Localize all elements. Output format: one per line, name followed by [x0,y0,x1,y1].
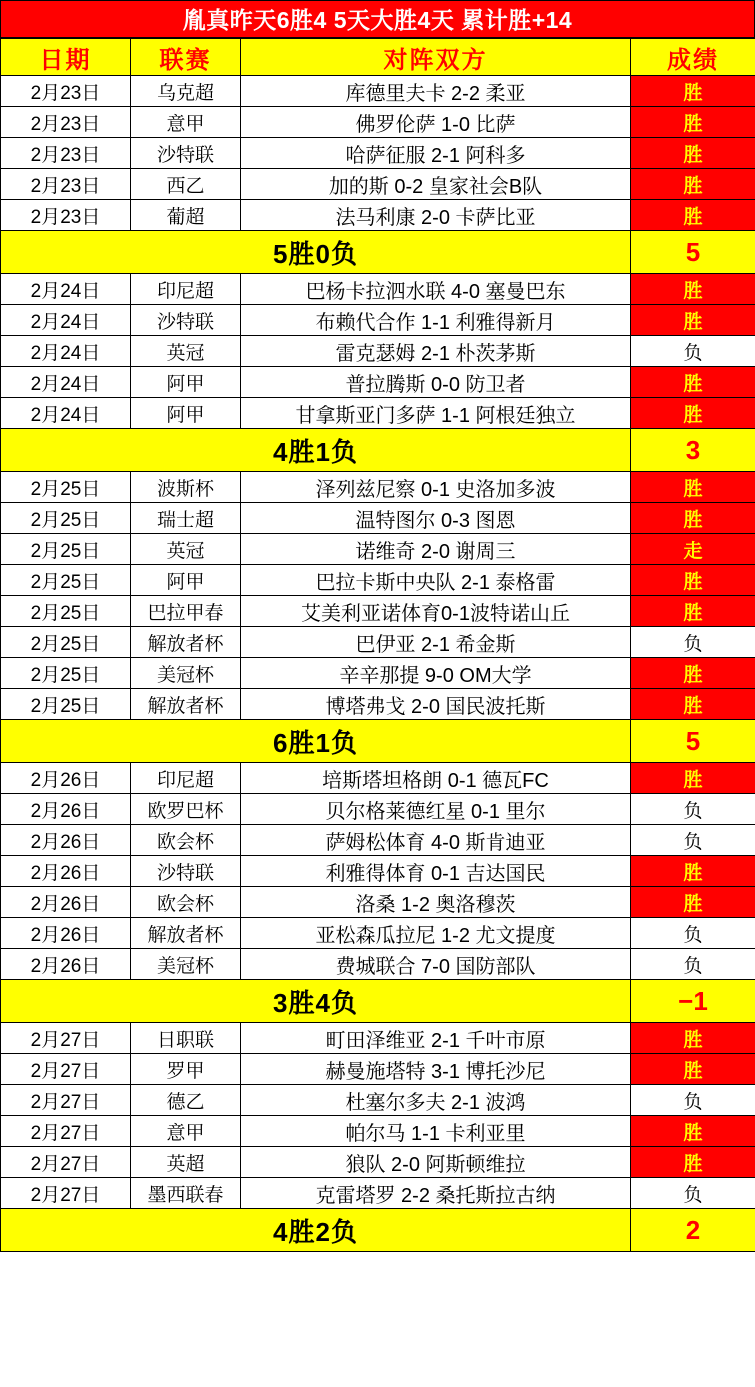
table-body [1,76,755,1252]
cell-match: 佛罗伦萨 1-0 比萨 [241,107,631,138]
cell-league: 日职联 [131,1023,241,1054]
status-badge: 胜 [631,596,755,627]
cell-league: 英冠 [131,534,241,565]
table-row [1,1054,755,1085]
table-row [1,138,755,169]
cell-match: 法马利康 2-0 卡萨比亚 [241,200,631,231]
status-badge: 胜 [631,1116,755,1147]
cell-date: 2月26日 [1,918,131,949]
table-row [1,1147,755,1178]
cell-date: 2月25日 [1,627,131,658]
cell-match: 辛辛那提 9-0 OM大学 [241,658,631,689]
cell-match: 杜塞尔多夫 2-1 波鸿 [241,1085,631,1116]
cell-match: 克雷塔罗 2-2 桑托斯拉古纳 [241,1178,631,1209]
cell-date: 2月27日 [1,1147,131,1178]
cell-date: 2月26日 [1,949,131,980]
table-row [1,596,755,627]
cell-date: 2月26日 [1,794,131,825]
cell-league: 解放者杯 [131,627,241,658]
cell-date: 2月26日 [1,825,131,856]
cell-match: 亚松森瓜拉尼 1-2 尤文提度 [241,918,631,949]
status-badge: 负 [631,794,755,825]
cell-date: 2月23日 [1,169,131,200]
cell-league: 印尼超 [131,763,241,794]
cell-date: 2月26日 [1,763,131,794]
cell-match: 诺维奇 2-0 谢周三 [241,534,631,565]
cell-league: 沙特联 [131,856,241,887]
cell-match: 布赖代合作 1-1 利雅得新月 [241,305,631,336]
summary-label: 3胜4负 [1,980,631,1023]
cell-league: 德乙 [131,1085,241,1116]
status-badge: 胜 [631,200,755,231]
status-badge: 胜 [631,1023,755,1054]
results-table [0,38,755,1252]
cell-match: 培斯塔坦格朗 0-1 德瓦FC [241,763,631,794]
status-badge: 胜 [631,887,755,918]
table-row [1,200,755,231]
cell-league: 沙特联 [131,138,241,169]
table-row [1,918,755,949]
cell-match: 温特图尔 0-3 图恩 [241,503,631,534]
cell-match: 普拉腾斯 0-0 防卫者 [241,367,631,398]
status-badge: 胜 [631,76,755,107]
cell-league: 解放者杯 [131,918,241,949]
summary-label: 6胜1负 [1,720,631,763]
table-row [1,658,755,689]
table-row [1,336,755,367]
cell-match: 博塔弗戈 2-0 国民波托斯 [241,689,631,720]
cell-league: 英冠 [131,336,241,367]
table-row [1,763,755,794]
cell-league: 解放者杯 [131,689,241,720]
cell-date: 2月24日 [1,274,131,305]
cell-match: 费城联合 7-0 国防部队 [241,949,631,980]
cell-league: 意甲 [131,107,241,138]
cell-league: 欧会杯 [131,825,241,856]
cell-league: 英超 [131,1147,241,1178]
table-row [1,825,755,856]
summary-score: 5 [631,720,755,763]
cell-match: 库德里夫卡 2-2 柔亚 [241,76,631,107]
cell-match: 雷克瑟姆 2-1 朴茨茅斯 [241,336,631,367]
status-badge: 胜 [631,472,755,503]
table-row [1,107,755,138]
cell-league: 意甲 [131,1116,241,1147]
cell-match: 巴拉卡斯中央队 2-1 泰格雷 [241,565,631,596]
summary-score: −1 [631,980,755,1023]
summary-score: 3 [631,429,755,472]
cell-date: 2月24日 [1,398,131,429]
status-badge: 胜 [631,856,755,887]
cell-match: 艾美利亚诺体育0-1波特诺山丘 [241,596,631,627]
table-row [1,367,755,398]
status-badge: 胜 [631,503,755,534]
cell-league: 波斯杯 [131,472,241,503]
summary-label: 5胜0负 [1,231,631,274]
table-row [1,1116,755,1147]
cell-league: 巴拉甲春 [131,596,241,627]
cell-league: 瑞士超 [131,503,241,534]
table-row [1,565,755,596]
cell-match: 贝尔格莱德红星 0-1 里尔 [241,794,631,825]
table-row [1,949,755,980]
cell-date: 2月25日 [1,472,131,503]
cell-league: 阿甲 [131,398,241,429]
cell-date: 2月25日 [1,689,131,720]
status-badge: 胜 [631,1054,755,1085]
status-badge: 胜 [631,138,755,169]
cell-date: 2月24日 [1,367,131,398]
cell-date: 2月26日 [1,856,131,887]
status-badge: 胜 [631,169,755,200]
cell-date: 2月23日 [1,200,131,231]
cell-league: 阿甲 [131,367,241,398]
cell-date: 2月26日 [1,887,131,918]
cell-date: 2月27日 [1,1116,131,1147]
table-row [1,534,755,565]
cell-league: 乌克超 [131,76,241,107]
table-row [1,1023,755,1054]
cell-date: 2月23日 [1,107,131,138]
cell-league: 沙特联 [131,305,241,336]
column-header-result: 成绩 [631,39,755,76]
status-badge: 胜 [631,689,755,720]
table-row [1,794,755,825]
cell-league: 阿甲 [131,565,241,596]
table-row [1,627,755,658]
cell-date: 2月25日 [1,503,131,534]
cell-date: 2月27日 [1,1085,131,1116]
status-badge: 胜 [631,1147,755,1178]
status-badge: 走 [631,534,755,565]
column-header-match: 对阵双方 [241,39,631,76]
cell-league: 墨西联春 [131,1178,241,1209]
cell-league: 葡超 [131,200,241,231]
cell-date: 2月23日 [1,138,131,169]
status-badge: 胜 [631,274,755,305]
table-row [1,1178,755,1209]
cell-match: 萨姆松体育 4-0 斯肯迪亚 [241,825,631,856]
summary-score: 2 [631,1209,755,1252]
status-badge: 胜 [631,565,755,596]
table-row [1,1085,755,1116]
table-row [1,169,755,200]
table-row [1,305,755,336]
column-header-league: 联赛 [131,39,241,76]
summary-row [1,231,755,274]
cell-date: 2月25日 [1,596,131,627]
status-badge: 负 [631,1178,755,1209]
table-row [1,856,755,887]
cell-date: 2月27日 [1,1178,131,1209]
cell-match: 町田泽维亚 2-1 千叶市原 [241,1023,631,1054]
table-row [1,398,755,429]
table-row [1,76,755,107]
cell-date: 2月27日 [1,1023,131,1054]
cell-match: 哈萨征服 2-1 阿科多 [241,138,631,169]
cell-date: 2月27日 [1,1054,131,1085]
status-badge: 负 [631,825,755,856]
cell-match: 巴伊亚 2-1 希金斯 [241,627,631,658]
summary-label: 4胜2负 [1,1209,631,1252]
cell-league: 欧会杯 [131,887,241,918]
status-badge: 负 [631,336,755,367]
cell-match: 利雅得体育 0-1 吉达国民 [241,856,631,887]
table-row [1,689,755,720]
cell-match: 巴杨卡拉泗水联 4-0 塞曼巴东 [241,274,631,305]
page-title: 胤真昨天6胜4 5天大胜4天 累计胜+14 [0,0,755,38]
cell-date: 2月23日 [1,76,131,107]
status-badge: 胜 [631,367,755,398]
table-header-row [1,39,755,76]
cell-league: 印尼超 [131,274,241,305]
cell-date: 2月25日 [1,565,131,596]
cell-league: 罗甲 [131,1054,241,1085]
cell-match: 狼队 2-0 阿斯顿维拉 [241,1147,631,1178]
status-badge: 负 [631,949,755,980]
summary-row [1,980,755,1023]
cell-match: 甘拿斯亚门多萨 1-1 阿根廷独立 [241,398,631,429]
cell-league: 欧罗巴杯 [131,794,241,825]
table-row [1,503,755,534]
cell-date: 2月24日 [1,336,131,367]
status-badge: 胜 [631,398,755,429]
status-badge: 负 [631,918,755,949]
table-row [1,472,755,503]
status-badge: 负 [631,1085,755,1116]
cell-match: 泽列兹尼察 0-1 史洛加多波 [241,472,631,503]
cell-date: 2月24日 [1,305,131,336]
cell-match: 帕尔马 1-1 卡利亚里 [241,1116,631,1147]
cell-match: 加的斯 0-2 皇家社会B队 [241,169,631,200]
cell-league: 美冠杯 [131,949,241,980]
cell-date: 2月25日 [1,658,131,689]
summary-row [1,429,755,472]
cell-match: 赫曼施塔特 3-1 博托沙尼 [241,1054,631,1085]
status-badge: 负 [631,627,755,658]
cell-match: 洛桑 1-2 奥洛穆茨 [241,887,631,918]
status-badge: 胜 [631,763,755,794]
cell-league: 美冠杯 [131,658,241,689]
status-badge: 胜 [631,658,755,689]
table-row [1,274,755,305]
cell-date: 2月25日 [1,534,131,565]
table-row [1,887,755,918]
summary-score: 5 [631,231,755,274]
summary-row [1,720,755,763]
summary-label: 4胜1负 [1,429,631,472]
status-badge: 胜 [631,107,755,138]
summary-row [1,1209,755,1252]
column-header-date: 日期 [1,39,131,76]
cell-league: 西乙 [131,169,241,200]
status-badge: 胜 [631,305,755,336]
